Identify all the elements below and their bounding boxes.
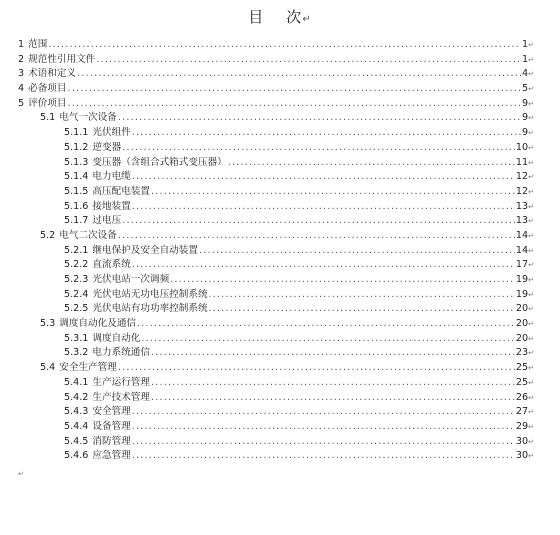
toc-entry-page [522,82,534,97]
end-paragraph-mark-icon: ↵ [18,470,24,478]
toc-entry-page [516,156,534,171]
paragraph-mark-icon: ↵ [528,114,534,123]
toc-entry-label: 生产技术管理 [92,391,150,403]
dot-leader [209,302,515,317]
toc-entry-page [516,449,534,464]
toc-entry-label: 安全生产管理 [59,362,117,374]
toc-entry[interactable] [18,302,534,317]
paragraph-mark-icon: ↵ [528,129,534,138]
page-number: 29 [515,420,529,432]
toc-entry-number: 5.4.5 [64,435,89,447]
paragraph-mark-icon: ↵ [528,378,534,387]
toc-entry-number: 5.2.1 [64,244,89,256]
dot-leader [151,391,515,406]
dot-leader [132,126,521,141]
toc-entry-label: 变压器（含组合式箱式变压器） [92,156,227,168]
toc-entry[interactable] [18,420,534,435]
page-number: 9 [522,127,529,139]
dot-leader [67,97,521,112]
page-number: 19 [515,274,529,285]
toc-entry-page [516,391,534,406]
paragraph-mark-icon: ↵ [528,55,534,64]
toc-entry[interactable] [18,214,534,229]
paragraph-mark-icon: ↵ [528,217,534,226]
toc-entry-number: 5.2.3 [64,274,89,285]
dot-leader [118,361,515,376]
toc-entry-label: 范围 [28,39,48,50]
page-number: 19 [515,288,529,300]
toc-entry-number: 5.1.7 [64,215,89,227]
toc-entry-page [516,376,534,391]
page-number: 13 [515,215,529,227]
paragraph-mark-icon: ↵ [528,202,534,211]
dot-leader [96,53,521,68]
toc-entry-page [522,97,534,112]
toc-entry-label: 评价项目 [28,97,67,109]
toc-entry-page [516,361,534,376]
toc-entry-page [516,141,534,156]
toc-entry-label: 光伏电站无功电压控制系统 [92,288,208,300]
toc-entry-label: 电气二次设备 [59,229,117,241]
page-number: 25 [515,376,529,388]
toc-entry[interactable] [18,229,534,244]
toc-entry-page [516,258,534,273]
toc-entry-label: 应急管理 [92,450,131,462]
toc-entry-number: 4 [18,83,25,95]
page-number: 1 [522,53,529,65]
toc-entry-number: 5.3 [40,318,56,330]
dot-leader [132,258,515,273]
toc-entry[interactable] [18,332,534,347]
toc-entry-number: 5.1.2 [64,141,89,153]
toc-entry-label: 逆变器 [92,141,122,153]
toc-entry-label: 过电压 [92,215,122,227]
toc-entry-label: 光伏电站有功功率控制系统 [92,303,208,315]
paragraph-mark-icon: ↵ [528,173,534,182]
toc-entry-page [516,273,534,288]
toc-entry-page [522,126,534,141]
toc-entry-number: 5.4 [40,362,56,374]
toc-entry[interactable] [18,185,534,200]
toc-entry-page [516,302,534,317]
toc-entry-page [516,288,534,303]
paragraph-mark-icon: ↵ [528,158,534,167]
page-number: 11 [515,156,529,168]
toc-entry-number: 5.2.5 [64,303,89,315]
toc-entry-label: 电力电缆 [92,171,131,183]
toc-entry-page [516,229,534,244]
toc-entry-page [516,405,534,420]
toc-entry[interactable] [18,346,534,361]
toc-entry[interactable] [18,170,534,185]
toc-entry[interactable] [18,376,534,391]
page-number: 26 [515,391,529,403]
toc-entry-number: 5.4.6 [64,450,89,462]
toc-entry-number: 5.4.3 [64,406,89,418]
toc-entry[interactable] [18,141,534,156]
toc-entry-label: 电力系统通信 [92,347,150,359]
dot-leader [132,420,515,435]
toc-entry-number: 5.2.4 [64,288,89,300]
toc-entry-page [516,214,534,229]
dot-leader [118,229,515,244]
paragraph-mark-icon: ↵ [528,261,534,270]
toc-entry[interactable] [18,200,534,215]
page-number: 27 [515,406,529,418]
toc-entry-number: 5.2.2 [64,259,89,271]
toc-entry[interactable] [18,53,534,68]
toc-entry-label: 调度自动化 [92,332,141,344]
toc-entry[interactable] [18,449,534,464]
page-number: 1 [522,39,529,50]
paragraph-mark-icon: ↵ [528,246,534,255]
toc-entry-number: 5.3.2 [64,347,89,359]
toc-entry[interactable] [18,38,534,53]
toc-entry-page [516,435,534,450]
page-number: 9 [522,112,529,124]
toc-entry-page [516,332,534,347]
page-number: 12 [515,171,529,183]
paragraph-mark-icon: ↵ [528,320,534,329]
dot-leader [77,67,521,82]
toc-entry[interactable] [18,391,534,406]
toc-entry-number: 5.3.1 [64,332,89,344]
paragraph-mark-icon: ↵ [528,290,534,299]
paragraph-mark-icon: ↵ [528,452,534,461]
toc-entry-number: 3 [18,68,25,80]
page-number: 4 [522,68,529,80]
toc-entry-label: 继电保护及安全自动装置 [92,244,198,256]
dot-leader [132,405,515,420]
dot-leader [122,141,515,156]
toc-entry[interactable] [18,126,534,141]
paragraph-mark-icon: ↵ [528,408,534,417]
dot-leader [132,170,515,185]
toc-entry-number: 5.4.1 [64,376,89,388]
page-number: 13 [515,200,529,212]
toc-entry-page [516,200,534,215]
toc-entry-label: 光伏组件 [92,127,131,139]
toc-entry-label: 接地装置 [92,200,131,212]
dot-leader [137,317,515,332]
page-number: 20 [515,318,529,330]
paragraph-mark-icon: ↵ [528,437,534,446]
toc-entry[interactable] [18,156,534,171]
toc-entry[interactable] [18,97,534,112]
paragraph-mark-icon: ↵ [528,334,534,343]
toc-entry[interactable] [18,258,534,273]
paragraph-mark-icon: ↵ [528,70,534,79]
toc-entry-label: 直流系统 [92,259,131,271]
toc-entry[interactable] [18,361,534,376]
toc-entry-label: 必备项目 [28,83,67,95]
toc-entry[interactable] [18,435,534,450]
page-number: 12 [515,185,529,197]
dot-leader [151,346,515,361]
dot-leader [132,449,515,464]
dot-leader [122,214,515,229]
page-number: 14 [515,244,529,256]
dot-leader [199,244,515,259]
toc-entry[interactable] [18,111,534,126]
paragraph-mark-icon: ↵ [528,231,534,240]
paragraph-mark-icon: ↵ [528,364,534,373]
toc-entry-number: 5 [18,97,25,109]
toc-entry-label: 设备管理 [92,420,131,432]
paragraph-mark-icon: ↵ [528,85,534,94]
toc-entry-page [522,38,534,53]
page-number: 23 [515,347,529,359]
toc-entry-page [522,111,534,126]
toc-entry[interactable] [18,244,534,259]
toc-entry-number: 1 [18,39,25,50]
paragraph-mark-icon: ↵ [528,41,534,49]
dot-leader [170,273,515,288]
page-number: 5 [522,83,529,95]
paragraph-mark-icon: ↵ [528,99,534,108]
toc-entry-page [516,185,534,200]
toc-entry-page [522,67,534,82]
toc-entry-label: 消防管理 [92,435,131,447]
paragraph-mark-icon: ↵ [528,143,534,152]
toc-entry-page [516,170,534,185]
dot-leader [48,38,521,53]
dot-leader [118,111,521,126]
paragraph-mark-icon: ↵ [528,276,534,284]
dot-leader [151,376,515,391]
paragraph-mark-icon: ↵ [528,393,534,402]
dot-leader [132,200,515,215]
paragraph-mark-icon: ↵ [302,14,312,25]
toc-entry-label: 调度自动化及通信 [59,318,137,330]
toc-entry-number: 5.1.5 [64,185,89,197]
toc-title [0,6,560,27]
page-number: 20 [515,303,529,315]
dot-leader [228,156,515,171]
toc-entry-label: 安全管理 [92,406,131,418]
page-number: 25 [515,362,529,374]
page-number: 9 [522,97,529,109]
toc-entry[interactable] [18,288,534,303]
toc-entry-number: 5.1 [40,112,56,124]
page-number: 10 [515,141,529,153]
paragraph-mark-icon: ↵ [528,349,534,358]
toc-entry-number: 5.2 [40,229,56,241]
toc-entry-page [516,244,534,259]
paragraph-mark-icon: ↵ [528,187,534,196]
page-number: 30 [515,435,529,447]
dot-leader [151,185,515,200]
toc-entry-page [522,53,534,68]
toc-entry-label: 电气一次设备 [59,112,117,124]
toc-entry-label: 规范性引用文件 [28,53,96,65]
paragraph-mark-icon: ↵ [528,305,534,314]
toc-entry-number: 5.1.1 [64,127,89,139]
page-number: 20 [515,332,529,344]
toc-title-char-2: 次 [286,8,303,26]
toc-entry-number: 5.1.4 [64,171,89,183]
page-number: 14 [515,229,529,241]
toc-entry[interactable] [18,273,534,288]
toc-entry-number: 5.1.6 [64,200,89,212]
toc-entry-label: 术语和定义 [28,68,77,80]
toc-entry-page [516,317,534,332]
toc-entry-number: 5.1.3 [64,156,89,168]
dot-leader [141,332,515,347]
toc-entry[interactable] [18,67,534,82]
page-number: 17 [515,259,529,271]
toc-entry[interactable] [18,405,534,420]
toc-entry-page [516,420,534,435]
toc-entry-label: 生产运行管理 [92,376,150,388]
toc-entry-page [516,346,534,361]
dot-leader [67,82,521,97]
toc-entry[interactable] [18,317,534,332]
dot-leader [132,435,515,450]
toc-list [18,38,534,464]
toc-entry-label: 光伏电站一次调频 [92,274,170,285]
toc-entry-label: 高压配电装置 [92,185,150,197]
toc-title-char-1: 目 [248,8,265,26]
toc-entry-number: 5.4.2 [64,391,89,403]
page-number: 30 [515,450,529,462]
toc-entry[interactable] [18,82,534,97]
toc-entry-number: 2 [18,53,25,65]
toc-entry-number: 5.4.4 [64,420,89,432]
paragraph-mark-icon: ↵ [528,422,534,431]
dot-leader [209,288,515,303]
